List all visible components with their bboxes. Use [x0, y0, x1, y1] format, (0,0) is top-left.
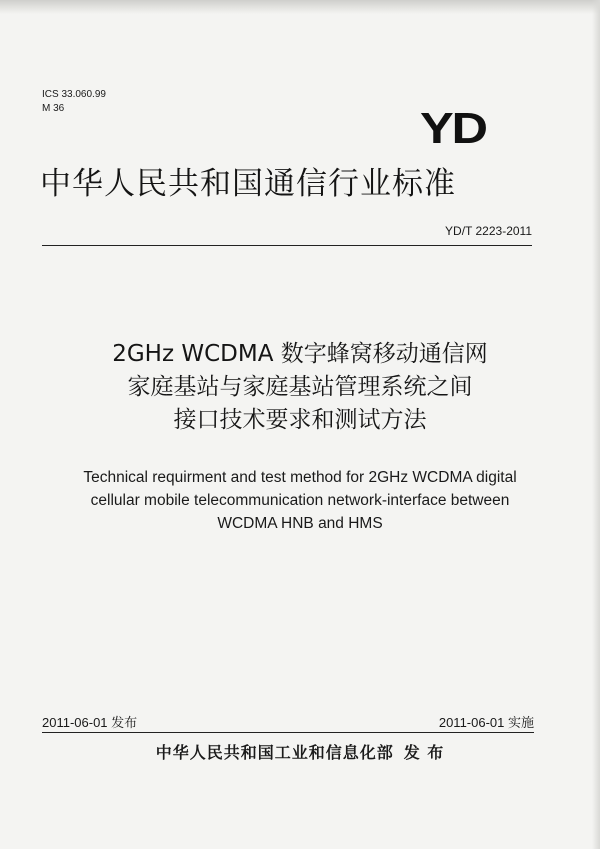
standard-number: YD/T 2223-2011 [445, 224, 532, 238]
yd-logo: YD [420, 104, 486, 153]
industry-standard-title: 中华人民共和国通信行业标准 [40, 166, 456, 202]
chinese-title [0, 338, 600, 437]
scan-edge-top [0, 0, 600, 14]
issue-date: 2011-06-01 发布 [42, 715, 138, 730]
ccs-code: M 36 [42, 103, 65, 114]
header-divider [42, 245, 532, 246]
implementation-date: 2011-06-01 实施 [438, 715, 534, 730]
issuing-authority [0, 740, 600, 763]
chinese-title-line-1: 2GHz WCDMA 数字蜂窝移动通信网 [112, 341, 488, 367]
issuer-name: 中华人民共和国工业和信息化部 [155, 743, 394, 762]
classification-codes [42, 88, 106, 116]
chinese-title-line-3: 接口技术要求和测试方法 [173, 407, 427, 433]
english-title-line-3: WCDMA HNB and HMS [217, 515, 383, 532]
footer-divider [42, 732, 534, 733]
english-title-line-1: Technical requirment and test method for 2GHz WCDMA digital [83, 469, 517, 486]
chinese-title-line-2: 家庭基站与家庭基站管理系统之间 [127, 374, 473, 400]
issuer-action: 发 布 [403, 743, 445, 762]
ics-code: ICS 33.060.99 [42, 89, 106, 100]
english-title-line-2: cellular mobile telecommunication network-interface between [90, 492, 510, 509]
english-title [0, 466, 600, 535]
